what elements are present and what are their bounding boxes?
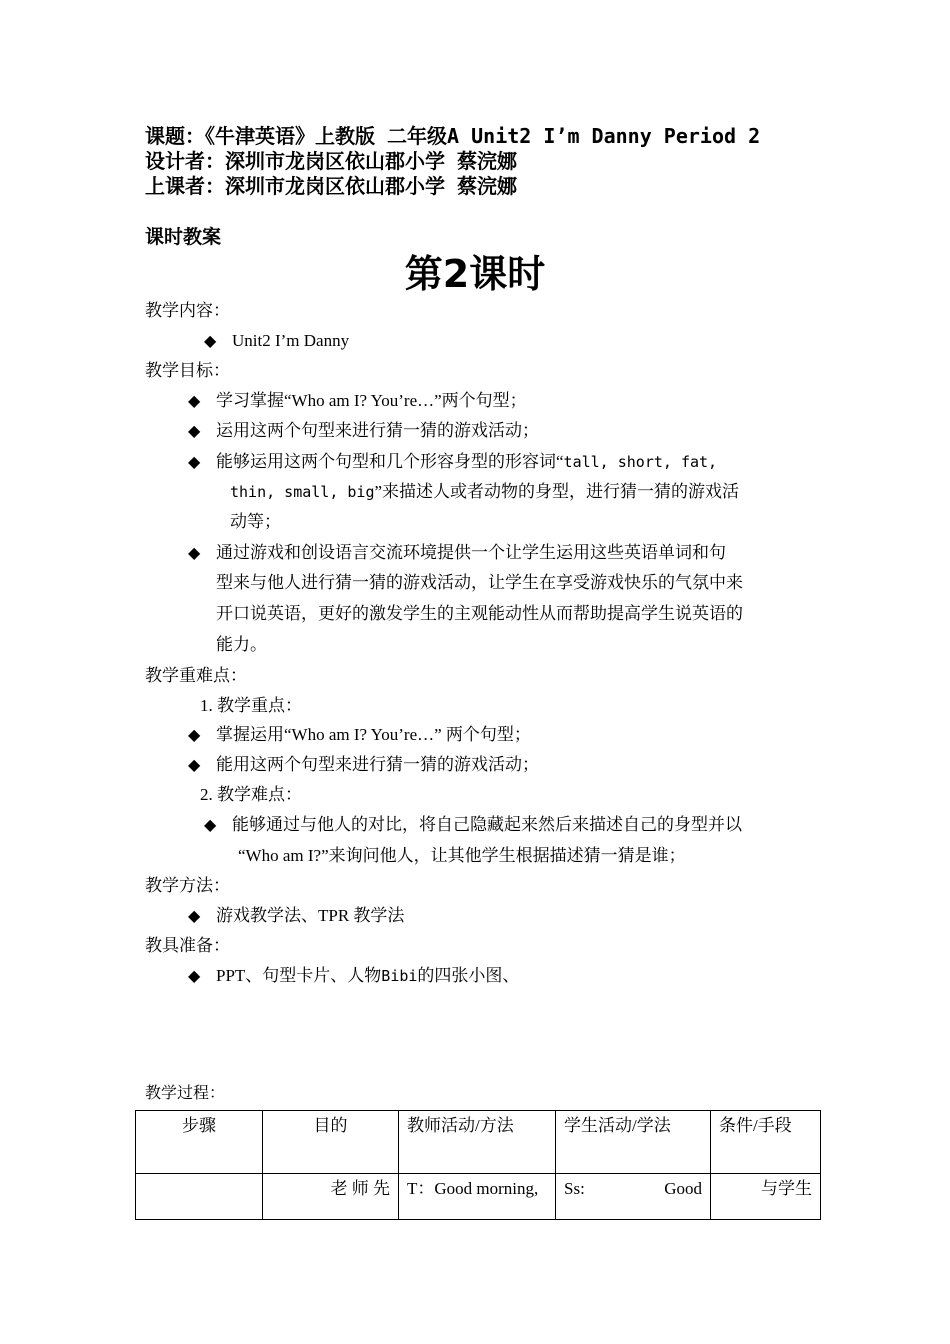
keypoints-num-1: 1. 教学重点：: [200, 696, 302, 715]
header-cell-teacher: 教师活动/方法: [399, 1111, 556, 1174]
objective-text-3b: ”来描述人或者动物的身型，进行猜一猜的游戏活: [374, 482, 740, 501]
methods-text: 游戏教学法、TPR 教学法: [216, 906, 405, 925]
process-label: 教学过程：: [145, 1085, 226, 1102]
plan-label: 课时教案: [145, 226, 222, 248]
diamond-bullet-icon: ◆: [188, 454, 201, 471]
table-row: [136, 1174, 821, 1220]
objective-item-3-end: 动等；: [230, 512, 281, 531]
header-cell-student: 学生活动/学法: [556, 1111, 711, 1174]
content-heading: 教学内容：: [145, 301, 230, 320]
cell-step: [136, 1174, 263, 1220]
diamond-bullet-icon: ◆: [188, 727, 201, 744]
content-item: [204, 326, 349, 357]
cell-teacher: T：Good morning,: [399, 1174, 556, 1220]
objective-text-2: 运用这两个句型来进行猜一猜的游戏活动；: [216, 421, 539, 440]
diamond-bullet-icon: ◆: [188, 393, 201, 410]
objectives-heading: 教学目标：: [145, 361, 230, 380]
header-cell-step: 步骤: [136, 1111, 263, 1174]
keypoints-heading: 教学重难点：: [145, 666, 247, 685]
methods-item: [188, 901, 404, 932]
aids-text-a: PPT、句型卡片、人物: [216, 966, 382, 985]
cell-student: [556, 1174, 711, 1220]
objective-item-4: [188, 538, 726, 569]
diamond-bullet-icon: ◆: [188, 968, 201, 985]
aids-item: [188, 961, 519, 992]
objective-item-4-l2: 型来与他人进行猜一猜的游戏活动，让学生在享受游戏快乐的气氛中来: [216, 573, 743, 592]
keypoint-text-1: 掌握运用“Who am I? You’re…” 两个句型；: [216, 725, 531, 744]
keypoints-num-2: 2. 教学难点：: [200, 785, 302, 804]
keypoint-text-2: 能用这两个句型来进行猜一猜的游戏活动；: [216, 755, 539, 774]
objective-text-4a: 通过游戏和创设语言交流环境提供一个让学生运用这些英语单词和句: [216, 543, 726, 562]
diamond-bullet-icon: ◆: [188, 545, 201, 562]
difficulty-item-1-cont: “Who am I?”来询问他人，让其他学生根据描述猜一猜是谁；: [238, 846, 686, 865]
designer-line: 设计者：深圳市龙岗区依山郡小学 蔡浣娜: [145, 149, 518, 173]
objective-item-4-l3: 开口说英语，更好的激发学生的主观能动性从而帮助提高学生说英语的: [216, 604, 743, 623]
cell-student-a: Ss:: [564, 1179, 585, 1198]
objective-item-4-l4: 能力。: [216, 635, 267, 654]
difficulty-text-1: 能够通过与他人的对比，将自己隐藏起来然后来描述自己的身型并以: [232, 815, 742, 834]
cell-student-b: Good: [664, 1179, 702, 1198]
lesson-title: 第2课时: [404, 252, 546, 296]
topic-line: 课题：《牛津英语》上教版 二年级A Unit2 I’m Danny Period 2: [145, 124, 761, 148]
header-cell-condition: 条件/手段: [711, 1111, 821, 1174]
diamond-bullet-icon: ◆: [188, 908, 201, 925]
cell-condition: 与学生: [711, 1174, 821, 1220]
diamond-bullet-icon: ◆: [204, 333, 217, 350]
aids-heading: 教具准备：: [145, 936, 230, 955]
keypoint-item-2: [188, 750, 539, 781]
objective-item-2: [188, 416, 539, 447]
objective-text-1: 学习掌握“Who am I? You’re…”两个句型；: [216, 391, 527, 410]
aids-word: Bibi: [381, 967, 418, 985]
table-header-row: [136, 1111, 821, 1174]
diamond-bullet-icon: ◆: [204, 817, 217, 834]
difficulty-item-1: [204, 810, 742, 841]
objective-item-3-cont: [230, 477, 739, 507]
adjective-words-2: thin, small, big: [230, 483, 375, 501]
objective-item-3: [188, 447, 717, 478]
header-cell-purpose: 目的: [263, 1111, 399, 1174]
keypoint-item-1: [188, 720, 531, 751]
diamond-bullet-icon: ◆: [188, 423, 201, 440]
process-table: [135, 1110, 821, 1220]
content-item-text: Unit2 I’m Danny: [232, 331, 350, 350]
adjective-words-1: tall, short, fat,: [563, 453, 718, 471]
objective-text-3a: 能够运用这两个句型和几个形容身型的形容词“: [216, 452, 564, 471]
aids-text-b: 的四张小图、: [417, 966, 520, 985]
teacher-line: 上课者：深圳市龙岗区依山郡小学 蔡浣娜: [145, 174, 518, 198]
cell-purpose: 老 师 先: [263, 1174, 399, 1220]
methods-heading: 教学方法：: [145, 876, 230, 895]
diamond-bullet-icon: ◆: [188, 757, 201, 774]
objective-item-1: [188, 386, 527, 417]
